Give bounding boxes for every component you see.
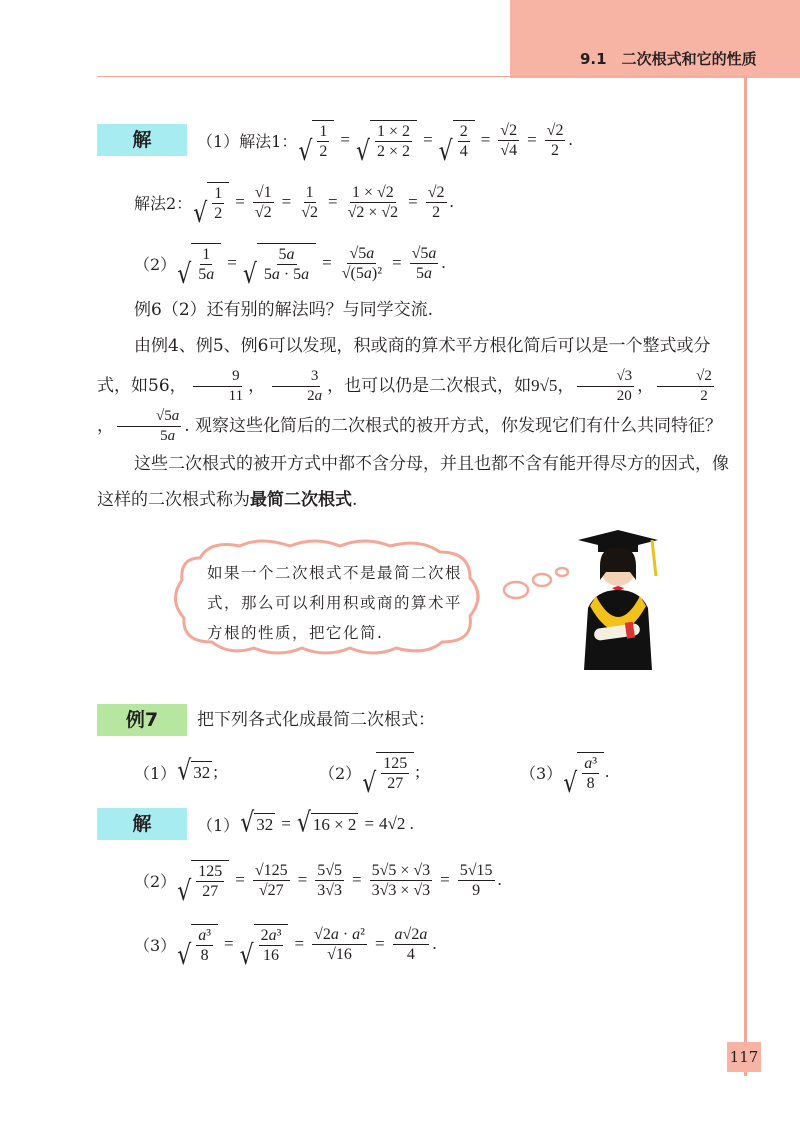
graduate-student-illustration bbox=[566, 528, 668, 670]
example7-tag: 例7 bbox=[97, 704, 187, 736]
solution-part1-method2: 解法2： √ $\frac{1}{2}$ = $\frac{√1}{√2}$ = $\frac{1}{√2}$ = $\frac{1 \times √2}{√2 \times √2}$ = $\frac{√2}{2}$ . bbox=[134, 183, 454, 229]
solution2-tag: 解 bbox=[97, 808, 187, 840]
header-rule bbox=[97, 76, 745, 77]
solution2-part1: （1） √ 32 = √ 16 × 2 = 4√2 . bbox=[197, 807, 414, 839]
discussion-question: 例6（2）还有别的解法吗？与同学交流. bbox=[134, 300, 434, 320]
key-term: 最简二次根式 bbox=[250, 490, 352, 510]
discussion-paragraph-1: 由例4、例5、例6可以发现，积或商的算术平方根化简后可以是一个整式或分式，如56， $\frac{9}{11}$ ， $\frac{3}{2a}$ ，也可以仍是二次根式，如9√5， $\frac{√3}{20}$ ， $\frac{√2}{2}$ ， $\frac{√5a}{5a}$ . 观察这些化简后的二次根式的被开方式，你发现它们有什么共同特征？ bbox=[97, 336, 723, 444]
example7-item2: （2） √ $\frac{125}{27}$ ; bbox=[319, 748, 420, 796]
example7-item3: （3） √ $\frac{\text{a³}}{8}$ . bbox=[520, 748, 609, 796]
bubble-text: 如果一个二次根式不是最简二次根式，那么可以利用积或商的算术平方根的性质，把它化简. bbox=[207, 564, 463, 642]
margin-rule bbox=[744, 76, 747, 1076]
section-title: 9.1 二次根式和它的性质 bbox=[580, 50, 757, 68]
solution-part1-method1: （1）解法1： √ $\frac{1}{2}$ = √ $\frac{1 \times 2}{2 \times 2}$ = √ $\frac{2}{4}$ = $\frac{√2}{√4}$ = $\frac{√2}{2}$ . bbox=[197, 121, 573, 167]
method2-label: 解法2： bbox=[134, 193, 193, 213]
example7-prompt: 把下列各式化成最简二次根式： bbox=[197, 710, 435, 730]
part2-label: （2） bbox=[134, 254, 177, 274]
solution2-part2: （2） √ $\frac{125}{27}$ = $\frac{√125}{√27}$ = $\frac{5√5}{3√3}$ = $\frac{5√5 \times √3}{3√3 \times √3}$ = $\frac{5√15}{9}$ . bbox=[134, 861, 502, 907]
solution2-part3: （3） √ $\frac{\text{a³}}{8}$ = √ $\frac{\text{2a³}}{16}$ = $\frac{\text{√2a · a²}}{√16}$ = $\frac{a√2a}{4}$ . bbox=[134, 925, 437, 971]
solution-part2: （2） √ $\frac{1}{5a}$ = √ $\frac{5a}{5a \cdot 5a}$ = $\frac{√5a}{\text{√(5a)²}}$ = $\frac{√5a}{5a}$ . bbox=[134, 244, 446, 290]
solution-tag: 解 bbox=[97, 124, 187, 156]
page-number: 117 bbox=[727, 1042, 761, 1072]
discussion-paragraph-2: 这些二次根式的被开方式中都不含分母，并且也都不含有能开得尽方的因式，像这样的二次根式称为最简二次根式. bbox=[97, 454, 729, 510]
part1-label: （1）解法1： bbox=[197, 131, 298, 151]
bubble-tail-icon bbox=[496, 560, 576, 610]
example7-item1: （1） √ 32 ; bbox=[134, 755, 218, 787]
